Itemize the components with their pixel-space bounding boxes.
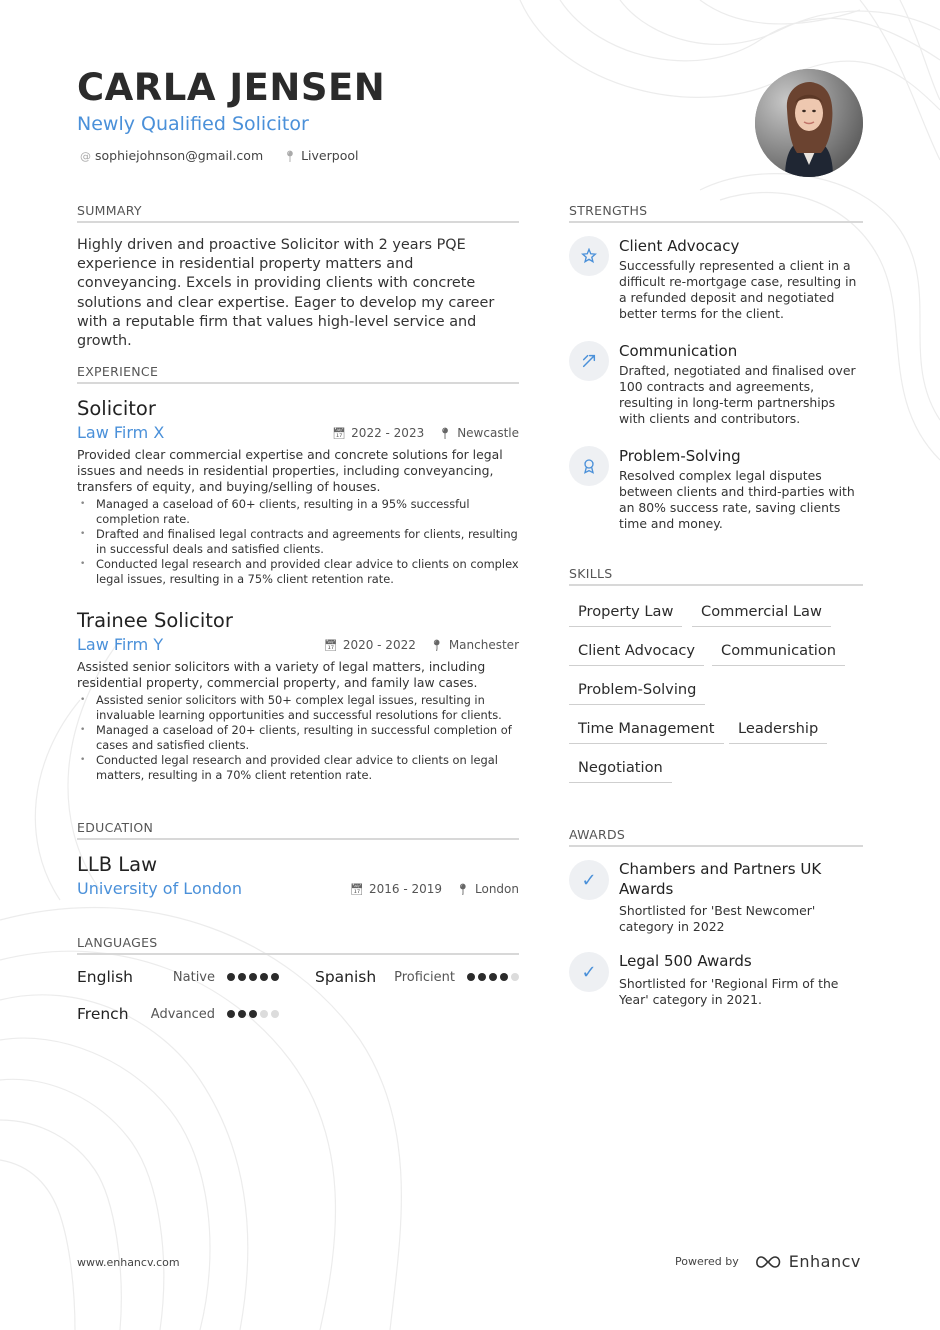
award-text: Shortlisted for 'Best Newcomer' category in 2022	[619, 903, 816, 934]
rating-dot-filled	[227, 973, 235, 981]
rating-dot-filled	[489, 973, 497, 981]
education-location	[456, 882, 519, 896]
rating-dot-filled	[271, 973, 279, 981]
rating-dot-filled	[467, 973, 475, 981]
skill-tag: Commercial Law	[692, 602, 831, 627]
strength-title: Problem-Solving	[619, 447, 741, 465]
language-name: Spanish	[315, 968, 377, 986]
location-pin-icon: 📍︎	[456, 883, 470, 896]
rating-dot-filled	[238, 1010, 246, 1018]
location-pin-icon: 📍︎	[429, 639, 444, 652]
checkmark-icon: ✓	[569, 860, 609, 900]
skill-tag: Property Law	[569, 602, 682, 627]
education-item	[77, 853, 519, 899]
award-title: Legal 500 Awards	[619, 952, 752, 970]
skill-tag: Client Advocacy	[569, 641, 704, 666]
rating-dot-empty	[260, 1010, 268, 1018]
footer-branding	[675, 1252, 861, 1271]
skills-heading: SKILLS	[569, 566, 863, 586]
job-bullet: • Drafted and finalised legal contracts and agreements for clients, resulting in successful deals and satisfied clients.	[77, 527, 519, 557]
strength-text: Resolved complex legal disputes between clients and third-parties with an 80% success rate, saving clients time and money.	[619, 468, 855, 531]
contact-row	[80, 148, 358, 165]
avatar	[755, 69, 863, 177]
job-location-text: Newcastle	[457, 426, 519, 440]
education-dates-text: 2016 - 2019	[368, 882, 443, 896]
strength-title: Client Advocacy	[619, 237, 740, 255]
award-title: Chambers and Partners UK Awards	[619, 860, 822, 898]
calendar-icon: 📅︎	[332, 427, 347, 440]
summary-text: Highly driven and proactive Solicitor with 2 years PQE experience in residential property matters and conveyancing. Excels in providing clients with concrete solutions and clear expertise. Eager to develop my career with a reputable firm that values high-level service and growth.	[77, 237, 495, 350]
strength-text: Successfully represented a client in a difficult re-mortgage case, resulting in a refunded deposit and negotiated better terms for the client.	[619, 258, 857, 321]
medal-icon	[569, 446, 609, 486]
education-location-text: London	[475, 882, 519, 896]
job-location	[430, 638, 519, 652]
star-icon	[569, 236, 609, 276]
email-text: sophiejohnson@gmail.com	[95, 148, 264, 163]
arrows-icon	[569, 341, 609, 381]
calendar-icon: 📅︎	[323, 639, 338, 652]
skill-tag: Time Management	[569, 719, 724, 744]
language-item	[315, 968, 519, 986]
degree: LLB Law	[77, 853, 158, 876]
language-name: English	[77, 968, 133, 986]
experience-item	[77, 397, 519, 587]
strength-title: Communication	[619, 342, 738, 360]
job-location	[438, 426, 519, 440]
language-item	[77, 1005, 279, 1023]
powered-by-text: Powered by	[675, 1255, 739, 1268]
job-bullet: • Managed a caseload of 60+ clients, resulting in a 95% successful completion rate.	[77, 497, 519, 527]
skill-tag: Problem-Solving	[569, 680, 705, 705]
education-heading: EDUCATION	[77, 820, 519, 840]
email-contact[interactable]	[80, 148, 263, 165]
rating-dot-filled	[260, 973, 268, 981]
rating-dot-empty	[271, 1010, 279, 1018]
rating-dot-filled	[227, 1010, 235, 1018]
language-rating	[467, 973, 519, 981]
languages-heading: LANGUAGES	[77, 935, 519, 955]
language-level: Advanced	[150, 1006, 215, 1022]
job-company: Law Firm Y	[77, 635, 164, 654]
location-pin-icon: 📍︎	[438, 427, 453, 440]
job-bullet: • Conducted legal research and provided clear advice to clients on legal matters, resulting in a 70% client retention rate.	[77, 753, 519, 783]
portrait-image	[755, 69, 863, 177]
award-text: Shortlisted for 'Regional Firm of the Year' category in 2021.	[619, 975, 839, 1007]
candidate-title: Newly Qualified Solicitor	[77, 113, 309, 135]
school: University of London	[77, 879, 242, 898]
rating-dot-filled	[478, 973, 486, 981]
job-bullet: • Assisted senior solicitors with 50+ complex legal issues, resulting in invaluable learning opportunities and successful resolutions for clients.	[77, 693, 519, 723]
rating-dot-empty	[511, 973, 519, 981]
footer-website[interactable]: www.enhancv.com	[77, 1256, 180, 1269]
strengths-heading: STRENGTHS	[569, 203, 863, 223]
strength-text: Drafted, negotiated and finalised over 100 contracts and agreements, resulting in long-term partnerships with clients and contributors.	[619, 363, 856, 426]
skill-tag: Negotiation	[569, 758, 672, 783]
summary-heading: SUMMARY	[77, 203, 519, 223]
job-bullets	[77, 497, 519, 587]
experience-heading: EXPERIENCE	[77, 364, 519, 384]
location-text: Liverpool	[301, 148, 359, 163]
at-icon: @	[80, 150, 91, 163]
language-level: Native	[172, 969, 215, 985]
rating-dot-filled	[249, 1010, 257, 1018]
job-role: Solicitor	[77, 397, 156, 420]
brand-name: Enhancv	[788, 1252, 861, 1271]
awards-heading: AWARDS	[569, 827, 863, 847]
job-dates-text: 2022 - 2023	[351, 426, 425, 440]
skill-tag: Communication	[712, 641, 845, 666]
job-location-text: Manchester	[448, 638, 519, 652]
candidate-name: CARLA JENSEN	[77, 66, 386, 109]
rating-dot-filled	[238, 973, 246, 981]
infinity-logo-icon	[753, 1254, 783, 1270]
education-dates	[350, 882, 442, 896]
location-pin-icon: 📍︎	[283, 150, 298, 163]
skill-tag: Leadership	[729, 719, 827, 744]
checkmark-icon: ✓	[569, 952, 609, 992]
job-dates-text: 2020 - 2022	[342, 638, 416, 652]
job-bullet: • Conducted legal research and provided clear advice to clients on complex legal issues, resulting in a 75% client retention rate.	[77, 557, 519, 587]
language-name: French	[77, 1005, 129, 1023]
rating-dot-filled	[500, 973, 508, 981]
job-description: Assisted senior solicitors with a variety of legal matters, including residential property, commercial property, and family law cases.	[77, 659, 486, 690]
rating-dot-filled	[249, 973, 257, 981]
language-rating	[227, 1010, 279, 1018]
language-item	[77, 968, 279, 986]
experience-item	[77, 609, 519, 783]
language-level: Proficient	[394, 969, 455, 985]
job-bullet: • Managed a caseload of 20+ clients, resulting in successful completion of cases and satisfied clients.	[77, 723, 519, 753]
job-dates	[332, 426, 424, 440]
job-description: Provided clear commercial expertise and concrete solutions for legal issues and needs in residential properties, including conveyancing, transfers of equity, and buying/selling of houses.	[77, 447, 503, 494]
job-dates	[324, 638, 416, 652]
brand-logo[interactable]	[753, 1252, 861, 1271]
language-rating	[227, 973, 279, 981]
job-bullets	[77, 693, 519, 783]
calendar-icon: 📅︎	[350, 883, 364, 896]
location-contact	[283, 148, 358, 165]
job-company: Law Firm X	[77, 423, 165, 442]
job-role: Trainee Solicitor	[77, 609, 233, 632]
